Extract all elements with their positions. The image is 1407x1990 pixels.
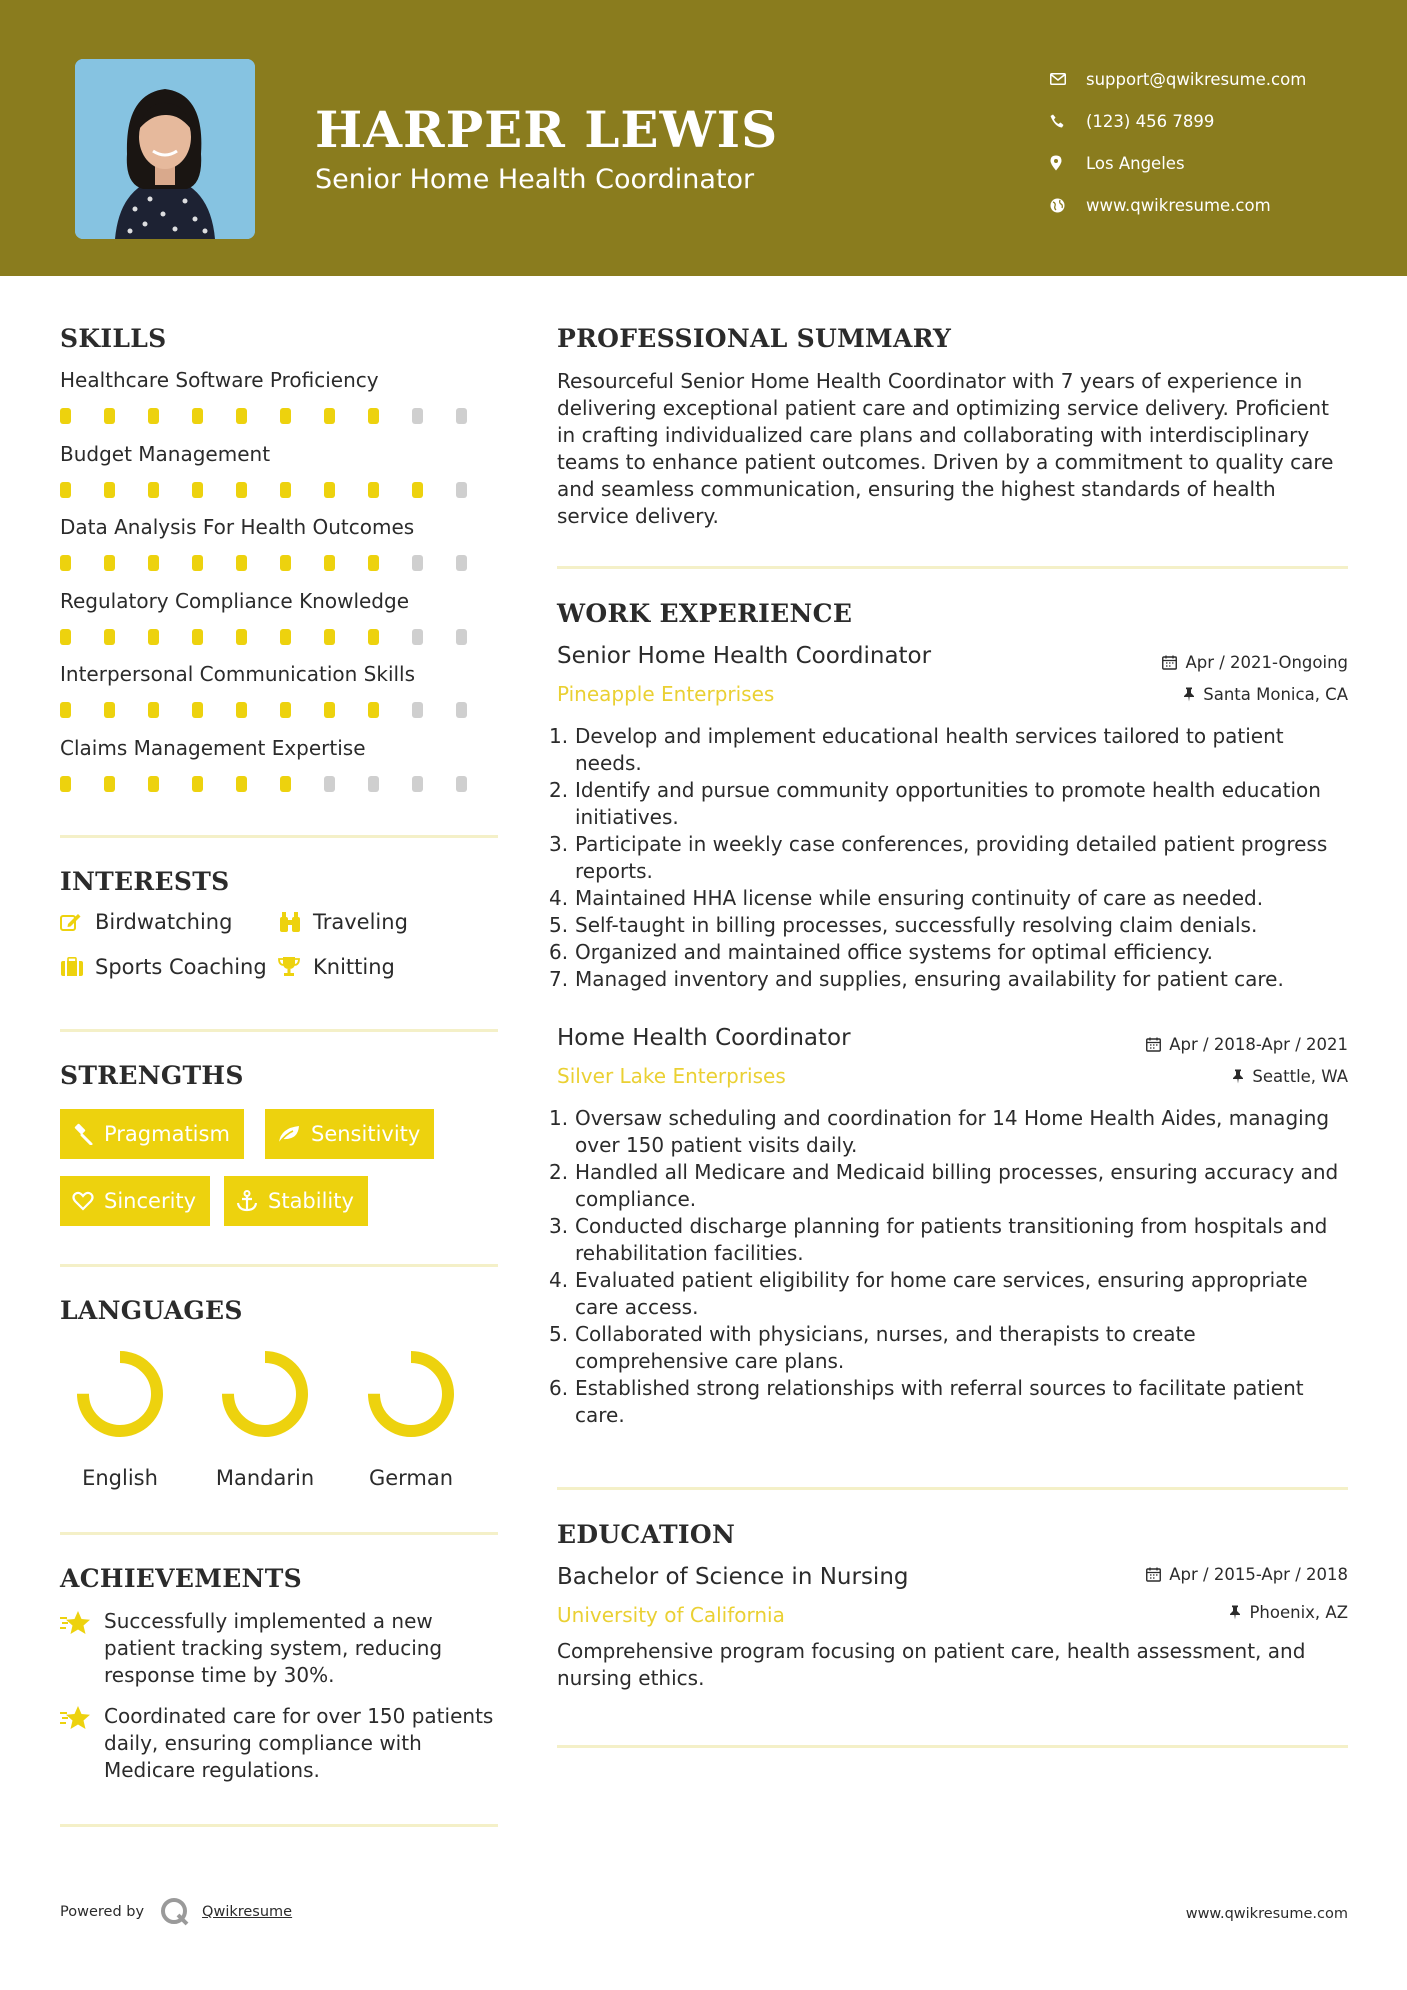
strengths-title: STRENGTHS: [60, 1061, 244, 1090]
skill-dot-filled: [60, 482, 71, 498]
bullet-item: [549, 1105, 1347, 1159]
qwikresume-logo-icon: [160, 1897, 190, 1927]
skill-dot-filled: [368, 408, 379, 424]
skill-dot-filled: [60, 555, 71, 571]
resume-header: [0, 0, 1407, 276]
divider: [557, 566, 1348, 569]
calendar-icon: [1162, 655, 1177, 670]
summary-title: PROFESSIONAL SUMMARY: [557, 324, 952, 353]
strength-label: Stability: [268, 1189, 354, 1213]
divider: [60, 1532, 498, 1535]
language-item: [346, 1348, 476, 1490]
powered-by-label: Powered by: [60, 1904, 145, 1920]
skill-dot-filled: [104, 555, 115, 571]
bullet-item: [549, 885, 1347, 912]
strength-label: Sensitivity: [311, 1122, 421, 1146]
gavel-icon: [72, 1123, 94, 1145]
divider: [60, 1824, 498, 1827]
skill-name: Interpersonal Communication Skills: [60, 662, 416, 686]
language-proficiency-ring: [365, 1348, 457, 1440]
star-icon: [60, 1608, 104, 1689]
calendar-icon: [1146, 1567, 1161, 1582]
skill-dot-filled: [236, 408, 247, 424]
education-location: [1229, 1603, 1348, 1622]
anchor-icon: [236, 1190, 258, 1212]
interest-item: [278, 955, 395, 979]
skill-dot-filled: [60, 629, 71, 645]
company-name: Silver Lake Enterprises: [557, 1064, 786, 1088]
interest-label: Birdwatching: [95, 910, 233, 934]
job-dates-text: Apr / 2021-Ongoing: [1185, 653, 1348, 672]
skill-dot-filled: [192, 555, 203, 571]
skill-dot-empty: [412, 408, 423, 424]
skill-dot-empty: [456, 482, 467, 498]
skill-dot-filled: [60, 408, 71, 424]
skill-dot-empty: [412, 555, 423, 571]
skill-dot-filled: [148, 408, 159, 424]
skill-dot-filled: [236, 702, 247, 718]
job-dates: [1146, 1035, 1348, 1054]
bullet-text: Organized and maintained office systems for optimal efficiency.: [575, 940, 1213, 964]
skill-dot-filled: [236, 555, 247, 571]
summary-text: Resourceful Senior Home Health Coordinator with 7 years of experience in delivering exceptional patient care and optimizing service delivery. Proficient in crafting individualized care plans and collaborating with interdisciplinary teams to enhance patient outcomes. Driven by a commitment to quality care and seamless communication, ensuring the highest standards of health service delivery.: [557, 369, 1334, 528]
skill-dot-empty: [368, 776, 379, 792]
heart-icon: [72, 1191, 94, 1211]
phone-icon: [1050, 114, 1086, 128]
skill-dot-filled: [104, 776, 115, 792]
trophy-icon: [278, 956, 313, 978]
skill-item: [60, 515, 500, 571]
skill-dot-filled: [368, 702, 379, 718]
bullet-item: [549, 966, 1347, 993]
skill-rating: [60, 629, 500, 645]
skill-dot-filled: [148, 482, 159, 498]
contact-email[interactable]: [1050, 58, 1390, 100]
skill-dot-filled: [236, 482, 247, 498]
language-proficiency-ring: [74, 1348, 166, 1440]
skill-dot-filled: [280, 408, 291, 424]
education-dates-text: Apr / 2015-Apr / 2018: [1169, 1565, 1348, 1584]
education-dates: [1146, 1565, 1348, 1584]
skill-dot-filled: [192, 629, 203, 645]
skill-dot-filled: [104, 629, 115, 645]
bullet-text: Participate in weekly case conferences, providing detailed patient progress reports.: [575, 832, 1328, 883]
bullet-number: 4.: [549, 886, 569, 910]
skill-dot-filled: [192, 408, 203, 424]
language-name: English: [82, 1466, 158, 1490]
skill-dot-empty: [412, 702, 423, 718]
edit-icon: [60, 912, 95, 932]
bullet-item: [549, 1159, 1347, 1213]
skill-item: [60, 589, 500, 645]
contact-phone[interactable]: [1050, 100, 1390, 142]
language-item: [55, 1348, 185, 1490]
skill-item: [60, 662, 500, 718]
bullet-item: [549, 1321, 1347, 1375]
degree-title: Bachelor of Science in Nursing: [557, 1564, 909, 1590]
skill-rating: [60, 482, 500, 498]
skill-dot-empty: [412, 776, 423, 792]
skill-dot-filled: [148, 776, 159, 792]
bullet-item: [549, 939, 1347, 966]
skill-dot-empty: [456, 629, 467, 645]
binoculars-icon: [278, 911, 313, 933]
achievement-text: Coordinated care for over 150 patients daily, ensuring compliance with Medicare regulations.: [104, 1704, 494, 1782]
skill-dot-filled: [192, 776, 203, 792]
education-description: Comprehensive program focusing on patient care, health assessment, and nursing ethics.: [557, 1639, 1306, 1690]
contact-phone-text: (123) 456 7899: [1086, 111, 1215, 131]
skill-dot-empty: [456, 555, 467, 571]
languages-title: LANGUAGES: [60, 1296, 243, 1325]
language-item: [200, 1348, 330, 1490]
contact-location-text: Los Angeles: [1086, 153, 1185, 173]
leaf-icon: [277, 1124, 301, 1144]
divider: [60, 1264, 498, 1267]
skill-rating: [60, 555, 500, 571]
bullet-number: 1.: [549, 724, 569, 748]
bullet-number: 2.: [549, 1160, 569, 1184]
bullet-text: Oversaw scheduling and coordination for 14 Home Health Aides, managing over 150 patient visits daily.: [575, 1106, 1330, 1157]
strength-label: Sincerity: [104, 1189, 197, 1213]
suitcase-icon: [60, 957, 95, 977]
skill-dot-filled: [324, 482, 335, 498]
language-name: German: [368, 1466, 454, 1490]
location-pin-icon: [1050, 155, 1086, 171]
divider: [557, 1487, 1348, 1490]
candidate-name: HARPER LEWIS: [315, 100, 779, 159]
envelope-icon: [1050, 73, 1086, 85]
achievement-item: [60, 1608, 500, 1689]
skill-dot-filled: [104, 408, 115, 424]
achievement-item: [60, 1703, 500, 1784]
skill-dot-filled: [368, 629, 379, 645]
company-name: Pineapple Enterprises: [557, 682, 775, 706]
profile-photo: [75, 59, 255, 239]
skill-dot-filled: [104, 482, 115, 498]
job-bullets: [549, 1105, 1347, 1429]
skill-name: Budget Management: [60, 441, 271, 466]
interest-label: Sports Coaching: [95, 955, 267, 979]
achievements-title: ACHIEVEMENTS: [60, 1564, 302, 1593]
bullet-item: [549, 1213, 1347, 1267]
calendar-icon: [1146, 1037, 1161, 1052]
bullet-text: Conducted discharge planning for patients transitioning from hospitals and rehabilitation facilities.: [575, 1214, 1328, 1265]
skill-dot-empty: [456, 702, 467, 718]
skill-rating: [60, 776, 500, 792]
skill-dot-filled: [412, 482, 423, 498]
bullet-number: 4.: [549, 1268, 569, 1292]
skill-item: [60, 442, 500, 498]
bullet-text: Managed inventory and supplies, ensuring availability for patient care.: [575, 967, 1284, 991]
bullet-number: 1.: [549, 1106, 569, 1130]
skill-dot-filled: [280, 482, 291, 498]
bullet-number: 2.: [549, 778, 569, 802]
strength-badge: [60, 1176, 210, 1226]
skill-dot-filled: [148, 702, 159, 718]
skill-dot-filled: [60, 776, 71, 792]
skill-dot-filled: [104, 702, 115, 718]
strength-badge: [265, 1109, 434, 1159]
bullet-number: 7.: [549, 967, 569, 991]
skill-dot-filled: [148, 555, 159, 571]
job-bullets: [549, 723, 1347, 993]
language-proficiency-arc: [83, 1357, 157, 1431]
pushpin-icon: [1232, 1069, 1244, 1084]
skill-item: [60, 736, 500, 792]
skill-dot-filled: [368, 555, 379, 571]
bullet-text: Maintained HHA license while ensuring continuity of care as needed.: [575, 886, 1264, 910]
bullet-number: 3.: [549, 832, 569, 856]
bullet-item: [549, 912, 1347, 939]
language-proficiency-ring: [219, 1348, 311, 1440]
job-location: [1232, 1067, 1348, 1086]
experience-title: WORK EXPERIENCE: [557, 599, 853, 628]
job-location-text: Seattle, WA: [1252, 1067, 1348, 1086]
strength-badge: [60, 1109, 244, 1159]
achievement-text: Successfully implemented a new patient tracking system, reducing response time by 30%.: [104, 1609, 443, 1687]
pushpin-icon: [1183, 687, 1195, 702]
bullet-item: [549, 723, 1347, 777]
powered-by: [60, 1897, 292, 1927]
language-name: Mandarin: [215, 1466, 315, 1490]
contact-location: [1050, 142, 1390, 184]
bullet-item: [549, 1375, 1347, 1429]
skill-dot-empty: [456, 776, 467, 792]
skill-name: Regulatory Compliance Knowledge: [60, 588, 410, 613]
bullet-number: 5.: [549, 913, 569, 937]
bullet-item: [549, 1267, 1347, 1321]
skill-dot-filled: [236, 776, 247, 792]
skill-rating: [60, 408, 500, 424]
skill-dot-empty: [456, 408, 467, 424]
skill-dot-filled: [324, 629, 335, 645]
skill-name: Data Analysis For Health Outcomes: [60, 515, 415, 539]
bullet-item: [549, 831, 1347, 885]
bullet-text: Collaborated with physicians, nurses, and therapists to create comprehensive care plans.: [575, 1322, 1196, 1373]
job-location-text: Santa Monica, CA: [1203, 685, 1348, 704]
candidate-title: Senior Home Health Coordinator: [315, 164, 755, 195]
job-dates: [1162, 653, 1348, 672]
bullet-number: 6.: [549, 1376, 569, 1400]
globe-icon: [1050, 198, 1086, 213]
skills-title: SKILLS: [60, 324, 167, 353]
bullet-item: [549, 777, 1347, 831]
skill-dot-empty: [324, 776, 335, 792]
strength-label: Pragmatism: [104, 1122, 230, 1146]
contact-website[interactable]: [1050, 184, 1390, 226]
bullet-text: Evaluated patient eligibility for home care services, ensuring appropriate care access.: [575, 1268, 1308, 1319]
skill-name: Healthcare Software Proficiency: [60, 368, 379, 392]
school-name: University of California: [557, 1603, 785, 1627]
interest-label: Traveling: [313, 910, 408, 934]
interest-item: [278, 910, 408, 934]
divider: [60, 835, 498, 838]
contact-email-text: support@qwikresume.com: [1086, 69, 1307, 89]
skill-dot-filled: [280, 555, 291, 571]
skill-item: [60, 368, 500, 424]
skill-rating: [60, 702, 500, 718]
skill-dot-filled: [60, 702, 71, 718]
job-dates-text: Apr / 2018-Apr / 2021: [1169, 1035, 1348, 1054]
skill-dot-filled: [192, 482, 203, 498]
contact-website-text: www.qwikresume.com: [1086, 195, 1271, 215]
job-title: Senior Home Health Coordinator: [557, 643, 932, 669]
skill-dot-filled: [368, 482, 379, 498]
pushpin-icon: [1229, 1605, 1241, 1620]
job-title: Home Health Coordinator: [557, 1025, 851, 1051]
education-title: EDUCATION: [557, 1520, 736, 1549]
skill-dot-filled: [280, 776, 291, 792]
brand-link[interactable]: Qwikresume: [202, 1904, 293, 1920]
skill-dot-filled: [236, 629, 247, 645]
language-proficiency-arc: [228, 1357, 302, 1431]
interest-item: [60, 910, 232, 934]
bullet-number: 6.: [549, 940, 569, 964]
bullet-text: Develop and implement educational health services tailored to patient needs.: [575, 724, 1284, 775]
skill-dot-filled: [280, 629, 291, 645]
bullet-text: Identify and pursue community opportunities to promote health education initiatives.: [575, 778, 1321, 829]
interest-item: [60, 955, 267, 979]
bullet-text: Handled all Medicare and Medicaid billing processes, ensuring accuracy and compliance.: [575, 1160, 1339, 1211]
language-proficiency-arc: [374, 1357, 448, 1431]
skill-name: Claims Management Expertise: [60, 735, 366, 760]
bullet-number: 3.: [549, 1214, 569, 1238]
contact-list: [1050, 58, 1390, 226]
skill-dot-filled: [280, 702, 291, 718]
divider: [557, 1745, 1348, 1748]
strength-badge: [224, 1176, 368, 1226]
interest-label: Knitting: [313, 955, 395, 979]
skill-dot-empty: [412, 629, 423, 645]
skill-dot-filled: [192, 702, 203, 718]
bullet-text: Self-taught in billing processes, successfully resolving claim denials.: [575, 913, 1258, 937]
bullet-number: 5.: [549, 1322, 569, 1346]
job-location: [1183, 685, 1348, 704]
interests-title: INTERESTS: [60, 867, 230, 896]
education-location-text: Phoenix, AZ: [1249, 1603, 1348, 1622]
skill-dot-filled: [324, 702, 335, 718]
skill-dot-filled: [148, 629, 159, 645]
footer-url[interactable]: www.qwikresume.com: [1185, 1906, 1348, 1922]
star-icon: [60, 1703, 104, 1784]
skill-dot-filled: [324, 555, 335, 571]
bullet-text: Established strong relationships with referral sources to facilitate patient care.: [575, 1376, 1304, 1427]
divider: [60, 1029, 498, 1032]
skill-dot-filled: [324, 408, 335, 424]
